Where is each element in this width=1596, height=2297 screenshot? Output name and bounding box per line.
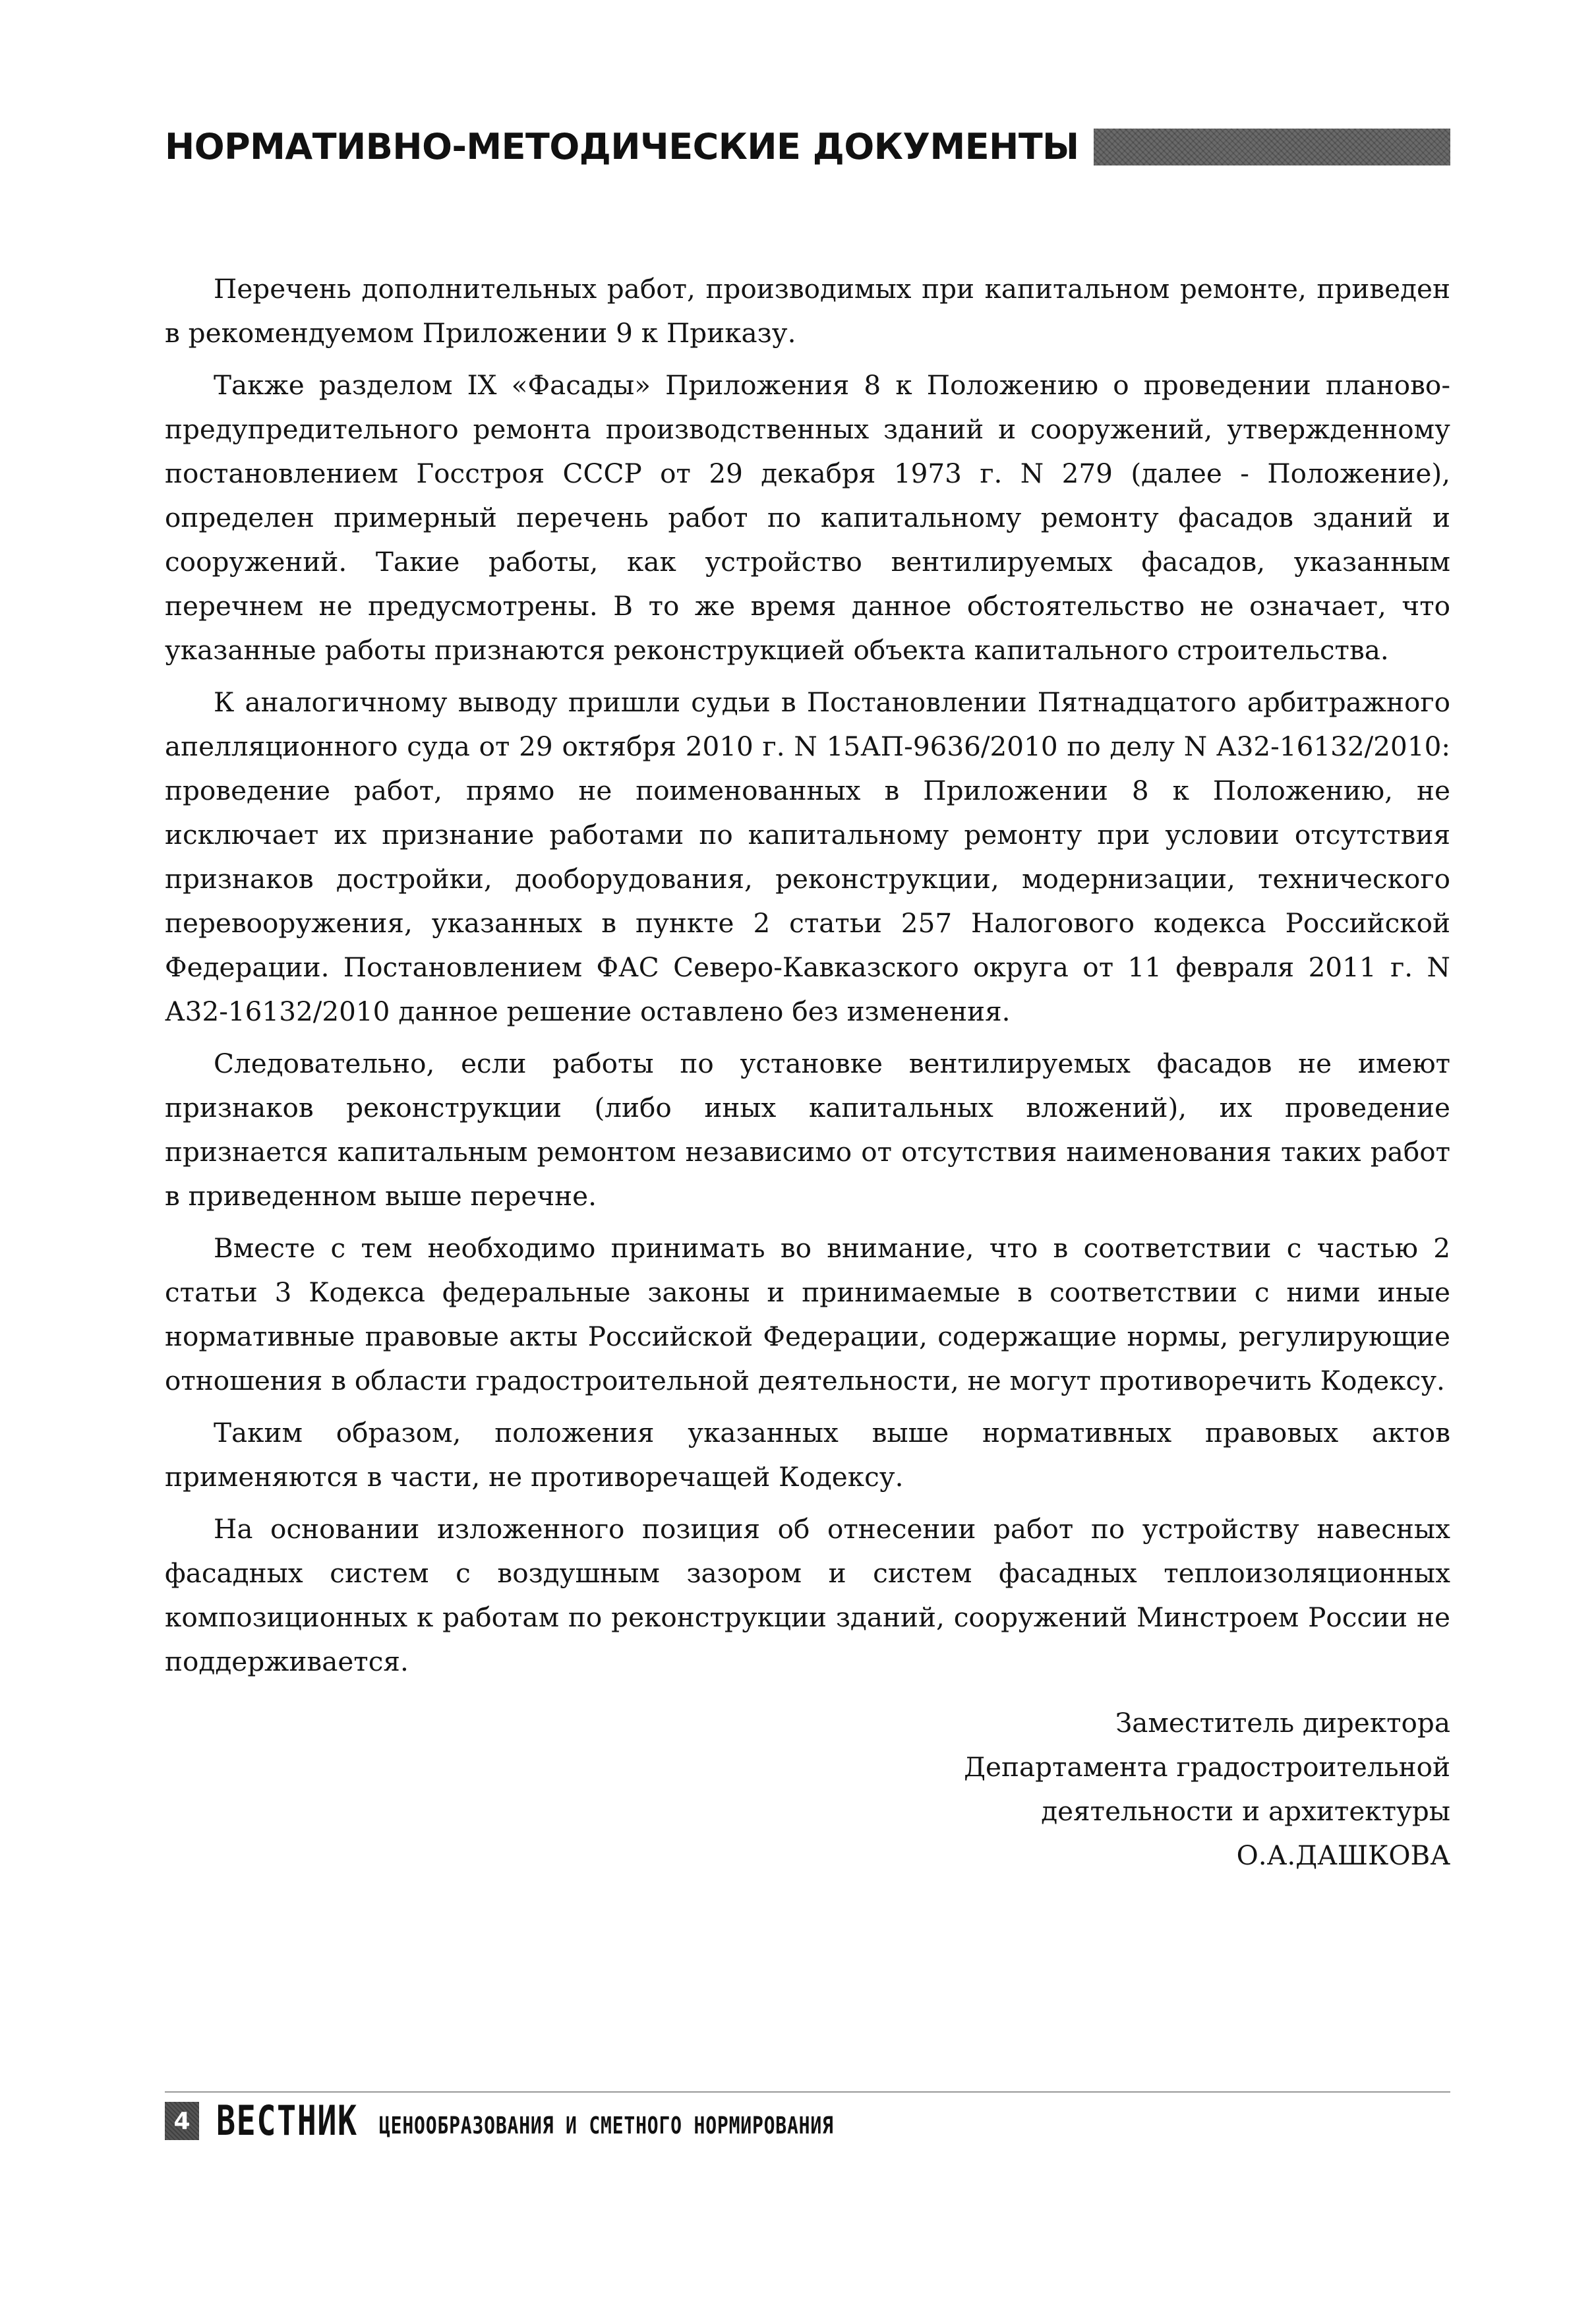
page-footer <box>165 2098 962 2144</box>
signature-name: О.А.ДАШКОВА <box>1236 1839 1450 1871</box>
paragraph-2: Также разделом IX «Фасады» Приложения 8 к Положению о проведении планово-предупредительного ремонта производственных зданий и сооружений, утвержденному постановлением Госстроя СССР от 29 декабря 1973 г. N 279 (далее - Положение), определен примерный перечень работ по капитальному ремонту фасадов зданий и сооружений. Такие работы, как устройство вентилируемых фасадов, указанным перечнем не предусмотрены. В то же время данное обстоятельство не означает, что указанные работы признаются реконструкцией объекта капитального строительства. <box>165 369 1450 666</box>
journal-title: ВЕСТНИК <box>216 2097 358 2145</box>
paragraph-7: На основании изложенного позиция об отнесении работ по устройству навесных фасадных систем с воздушным зазором и систем фасадных теплоизоляционных композиционных к работам по реконструкции зданий, сооружений Минстроем России не поддерживается. <box>165 1513 1450 1677</box>
journal-subtitle: ЦЕНООБРАЗОВАНИЯ И СМЕТНОГО НОРМИРОВАНИЯ <box>379 2112 835 2139</box>
paragraph-3: К аналогичному выводу пришли судьи в Постановлении Пятнадцатого арбитражного апелляционного суда от 29 октября 2010 г. N 15АП-9636/2010 по делу N А32-16132/2010: проведение работ, прямо не поименованных в Приложении 8 к Положению, не исключает их признание работами по капитальному ремонту при условии отсутствия признаков достройки, дооборудования, реконструкции, модернизации, технического перевооружения, указанных в пункте 2 статьи 257 Налогового кодекса Российской Федерации. Постановлением ФАС Северо-Кавказского округа от 11 февраля 2011 г. N А32-16132/2010 данное решение оставлено без изменения. <box>165 686 1450 1027</box>
paragraph-6: Таким образом, положения указанных выше нормативных правовых актов применяются в части, не противоречащей Кодексу. <box>165 1417 1450 1493</box>
paragraph-4: Следовательно, если работы по установке вентилируемых фасадов не имеют признаков реконструкции (либо иных капитальных вложений), их проведение признается капитальным ремонтом независимо от отсутствия наименования таких работ в приведенном выше перечне. <box>165 1048 1450 1212</box>
section-title: НОРМАТИВНО-МЕТОДИЧЕСКИЕ ДОКУМЕНТЫ <box>165 126 1079 167</box>
document-body <box>165 267 1450 1692</box>
signature-block <box>964 1701 1450 1878</box>
page-number: 4 <box>165 2102 199 2140</box>
signature-position-line-3: деятельности и архитектуры <box>1041 1795 1450 1827</box>
paragraph-5: Вместе с тем необходимо принимать во внимание, что в соответствии с частью 2 статьи 3 Кодекса федеральные законы и принимаемые в соответствии с ними иные нормативные правовые акты Российской Федерации, содержащие нормы, регулирующие отношения в области градостроительной деятельности, не могут противоречить Кодексу. <box>165 1232 1450 1396</box>
signature-position-line-2: Департамента градостроительной <box>964 1751 1450 1783</box>
section-header <box>165 124 1450 170</box>
paragraph-1: Перечень дополнительных работ, производимых при капитальном ремонте, приведен в рекомендуемом Приложении 9 к Приказу. <box>165 273 1450 349</box>
header-decorative-bar <box>1094 129 1450 165</box>
footer-divider <box>165 2091 1450 2093</box>
signature-position-line-1: Заместитель директора <box>1115 1707 1450 1739</box>
